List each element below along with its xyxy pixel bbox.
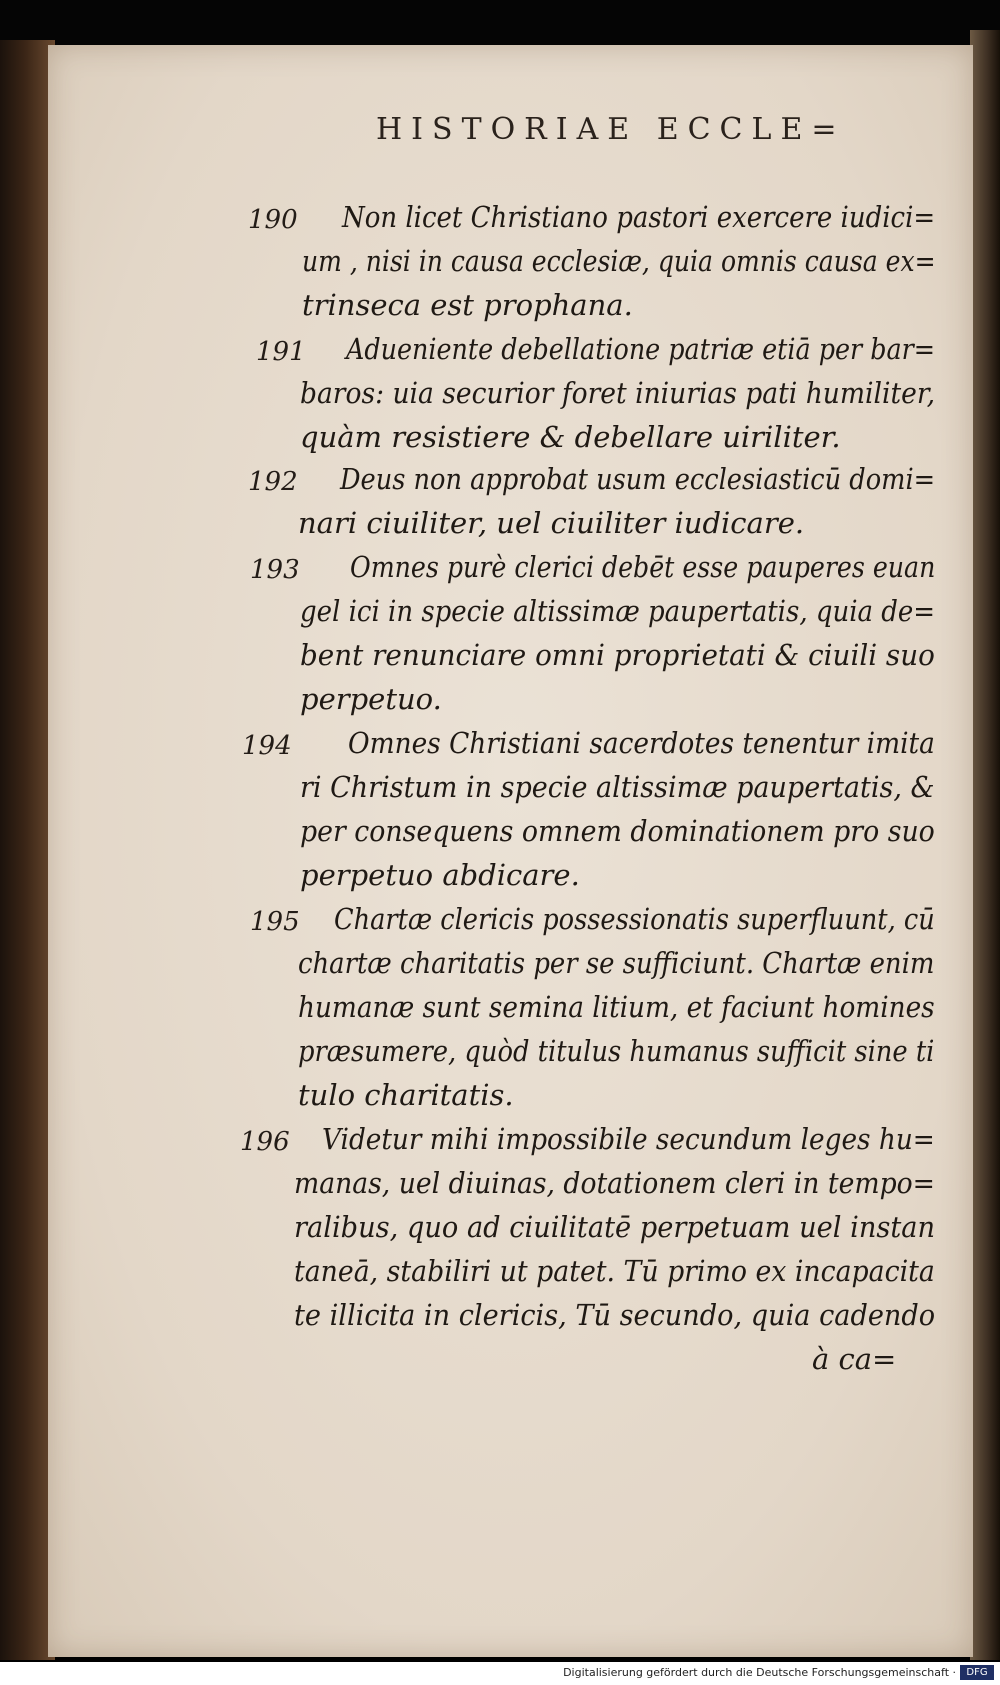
- dfg-logo-icon: DFG: [960, 1665, 994, 1680]
- thesis-line: manas, uel diuinas, dotationem cleri in tempo=: [294, 1166, 935, 1200]
- thesis-line: nari ciuiliter, uel ciuiliter iudicare.: [298, 506, 805, 540]
- thesis-line: bent renunciare omni proprietati & ciuili suo: [300, 638, 935, 672]
- thesis-line: gel ici in specie altissimæ paupertatis, quia de=: [300, 594, 936, 628]
- thesis-line: trinseca est prophana.: [302, 288, 633, 322]
- thesis-number: 193: [250, 555, 300, 585]
- thesis-line: ri Christum in specie altissimæ paupertatis, &: [300, 770, 935, 804]
- thesis-number: 190: [248, 205, 298, 235]
- digitization-footer: [0, 1662, 1000, 1685]
- thesis-line: chartæ charitatis per se sufficiunt. Chartæ enim: [298, 946, 935, 980]
- thesis-line: baros: uia securior foret iniurias pati humiliter,: [300, 376, 936, 410]
- thesis-line: te illicita in clericis, Tū secundo, quia cadendo: [294, 1298, 936, 1332]
- thesis-line: Omnes Christiani sacerdotes tenentur imita: [348, 726, 935, 760]
- thesis-number: 196: [240, 1127, 290, 1157]
- thesis-line: per consequens omnem dominationem pro suo: [300, 814, 935, 848]
- thesis-number: 194: [242, 731, 292, 761]
- thesis-line: Deus non approbat usum ecclesiasticū domi=: [340, 462, 936, 496]
- thesis-line: Videtur mihi impossibile secundum leges hu=: [322, 1122, 935, 1156]
- footer-credit: Digitalisierung gefördert durch die Deutsche Forschungsgemeinschaft ·: [563, 1666, 956, 1679]
- catchword: à ca=: [812, 1342, 897, 1376]
- scan-top-band: [0, 0, 1000, 45]
- book-page: [48, 45, 973, 1657]
- thesis-number: 192: [248, 467, 298, 497]
- thesis-line: ralibus, quo ad ciuilitatē perpetuam uel instan: [294, 1210, 936, 1244]
- thesis-line: taneā, stabiliri ut patet. Tū primo ex incapacita: [294, 1254, 935, 1288]
- book-right-edge: [970, 30, 1000, 1660]
- thesis-line: Chartæ clericis possessionatis superfluunt, cū: [334, 902, 935, 936]
- thesis-line: humanæ sunt semina litium, et faciunt homines: [298, 990, 935, 1024]
- book-left-edge: [0, 40, 55, 1660]
- running-header: HISTORIAE ECCLE=: [376, 112, 846, 147]
- thesis-line: tulo charitatis.: [298, 1078, 514, 1112]
- thesis-line: perpetuo.: [300, 682, 442, 716]
- thesis-line: Adueniente debellatione patriæ etiā per bar=: [346, 332, 936, 366]
- thesis-number: 191: [256, 337, 306, 367]
- thesis-line: præsumere, quòd titulus humanus sufficit sine ti: [298, 1034, 935, 1068]
- thesis-number: 195: [250, 907, 300, 937]
- thesis-line: Omnes purè clerici debēt esse pauperes euan: [350, 550, 936, 584]
- thesis-line: quàm resistiere & debellare uiriliter.: [300, 420, 841, 454]
- thesis-line: perpetuo abdicare.: [300, 858, 580, 892]
- thesis-line: um , nisi in causa ecclesiæ, quia omnis causa ex=: [302, 244, 936, 278]
- thesis-line: Non licet Christiano pastori exercere iudici=: [342, 200, 936, 234]
